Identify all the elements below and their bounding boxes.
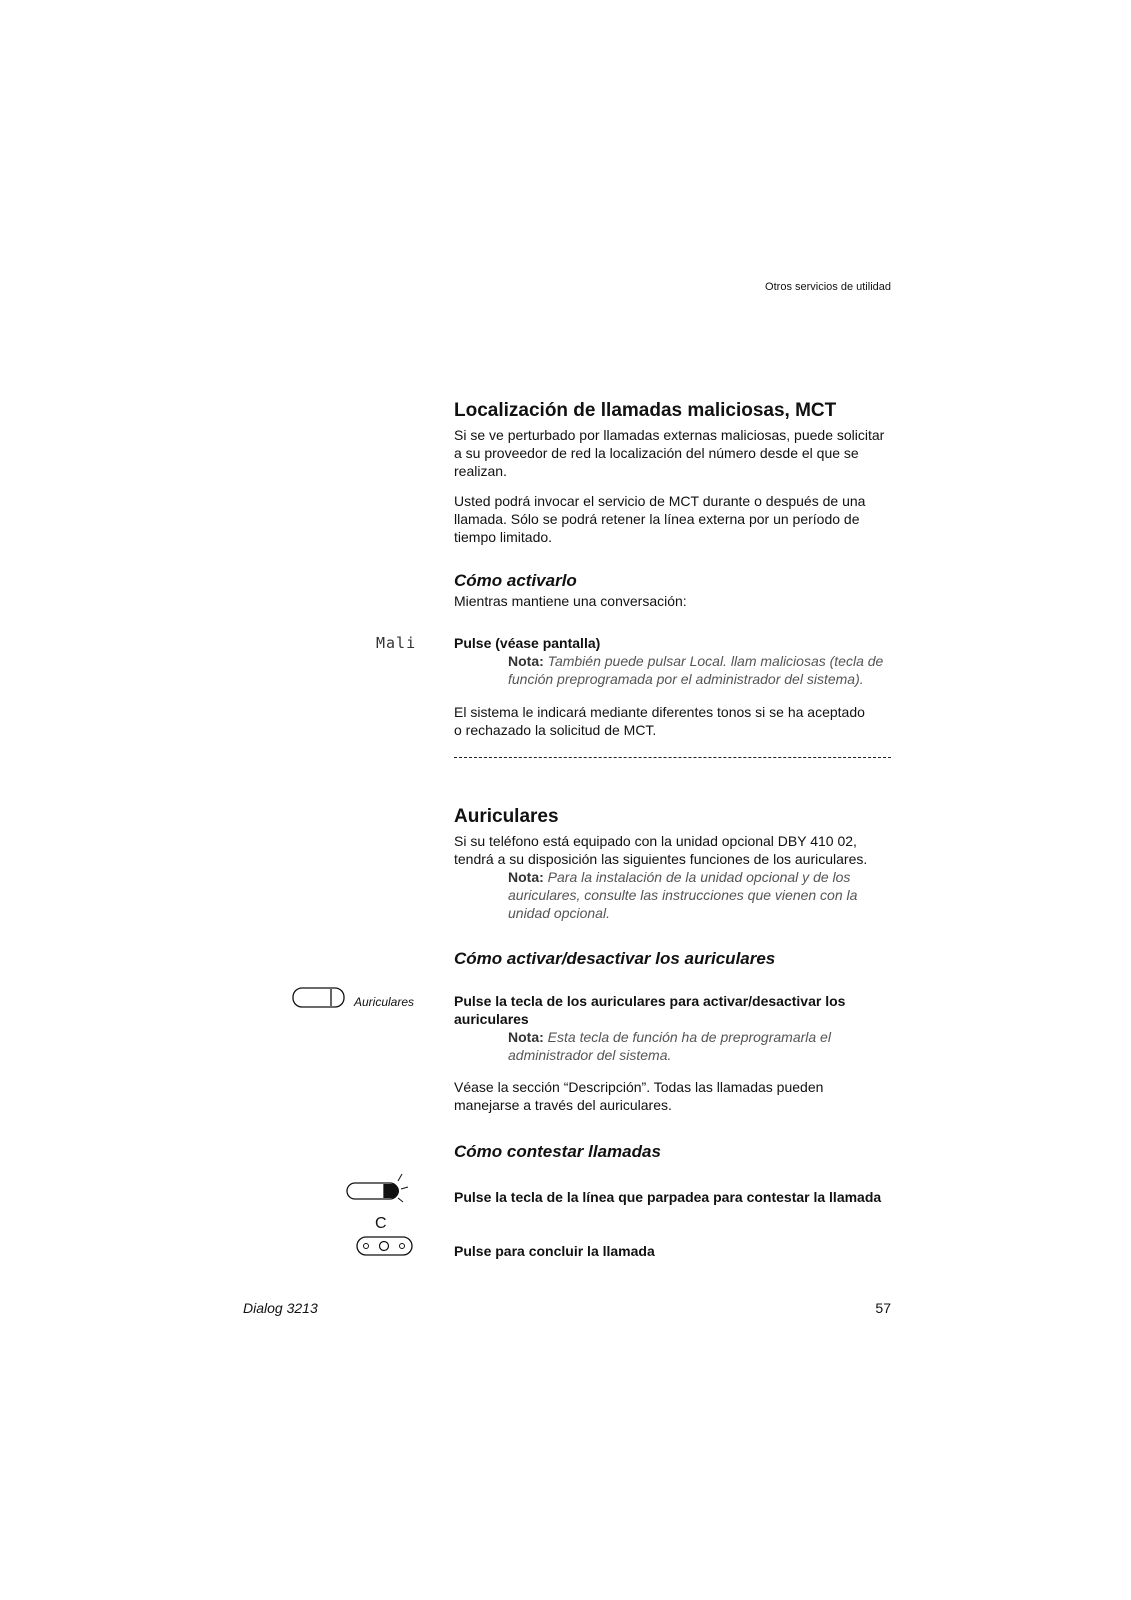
mct-intro-line: a su proveedor de red la localización del número desde el que se [454,445,859,461]
note-text: administrador del sistema. [508,1047,672,1063]
note-label: Nota: [508,653,544,669]
mct-result-line: o rechazado la solicitud de MCT. [454,722,657,738]
headset-title: Auriculares [454,806,559,827]
info-line: manejarse a través del auriculares. [454,1097,672,1113]
headset-intro-line: tendrá a su disposición las siguientes funciones de los auriculares. [454,851,868,867]
mct-note [508,652,891,688]
headset-info-paragraph [454,1078,891,1114]
headset-intro-line: Si su teléfono está equipado con la unidad opcional DBY 410 02, [454,833,857,849]
mct-result-paragraph [454,703,891,739]
answer-calls-subtitle: Cómo contestar llamadas [454,1142,661,1161]
step-line: Pulse la tecla de los auriculares para activar/desactivar los [454,993,846,1009]
mct-intro-paragraph [454,426,891,480]
flashing-line-key-icon[interactable] [346,1172,412,1206]
mct-subtitle-intro: Mientras mantiene una conversación: [454,593,687,609]
note-text: Para la instalación de la unidad opcional y de los [547,869,851,885]
headset-note [508,868,891,922]
section-divider [454,757,891,758]
mct-step: Pulse (véase pantalla) [454,635,601,651]
mct-duration-line: llamada. Sólo se podrá retener la línea externa por un período de [454,511,860,527]
mct-duration-paragraph [454,492,891,546]
display-readout: Mali [376,634,417,652]
mct-duration-line: tiempo limitado. [454,529,553,545]
headset-key-icon[interactable] [292,987,346,1009]
headset-toggle-step [454,992,891,1028]
note-text: Esta tecla de función ha de preprogramarla el [547,1029,831,1045]
running-header: Otros servicios de utilidad [765,281,891,293]
note-label: Nota: [508,869,544,885]
note-label: Nota: [508,1029,544,1045]
info-line: Véase la sección “Descripción”. Todas las llamadas pueden [454,1079,824,1095]
mct-result-line: El sistema le indicará mediante diferentes tonos si se ha aceptado [454,704,865,720]
headset-key-label: Auriculares [354,995,415,1009]
footer-model: Dialog 3213 [243,1300,318,1316]
mct-subtitle: Cómo activarlo [454,571,577,590]
mct-duration-line: Usted podrá invocar el servicio de MCT durante o después de una [454,493,866,509]
note-text: función preprogramada por el administrador del sistema). [508,671,864,687]
note-text: auriculares, consulte las instrucciones que vienen con la [508,887,858,903]
clear-key-icon[interactable] [356,1236,414,1258]
mct-intro-line: realizan. [454,463,507,479]
note-text: También puede pulsar Local. llam maliciosas (tecla de [547,653,884,669]
step-line: auriculares [454,1011,529,1027]
headset-key-note [508,1028,891,1064]
end-call-step: Pulse para concluir la llamada [454,1243,655,1259]
page-number: 57 [875,1300,891,1316]
headset-toggle-subtitle: Cómo activar/desactivar los auriculares [454,949,776,968]
answer-step: Pulse la tecla de la línea que parpadea para contestar la llamada [454,1189,882,1205]
mct-title: Localización de llamadas maliciosas, MCT [454,400,837,421]
headset-intro-paragraph [454,832,891,868]
note-text: unidad opcional. [508,905,610,921]
clear-key-label: C [375,1215,387,1232]
mct-intro-line: Si se ve perturbado por llamadas externas maliciosas, puede solicitar [454,427,885,443]
